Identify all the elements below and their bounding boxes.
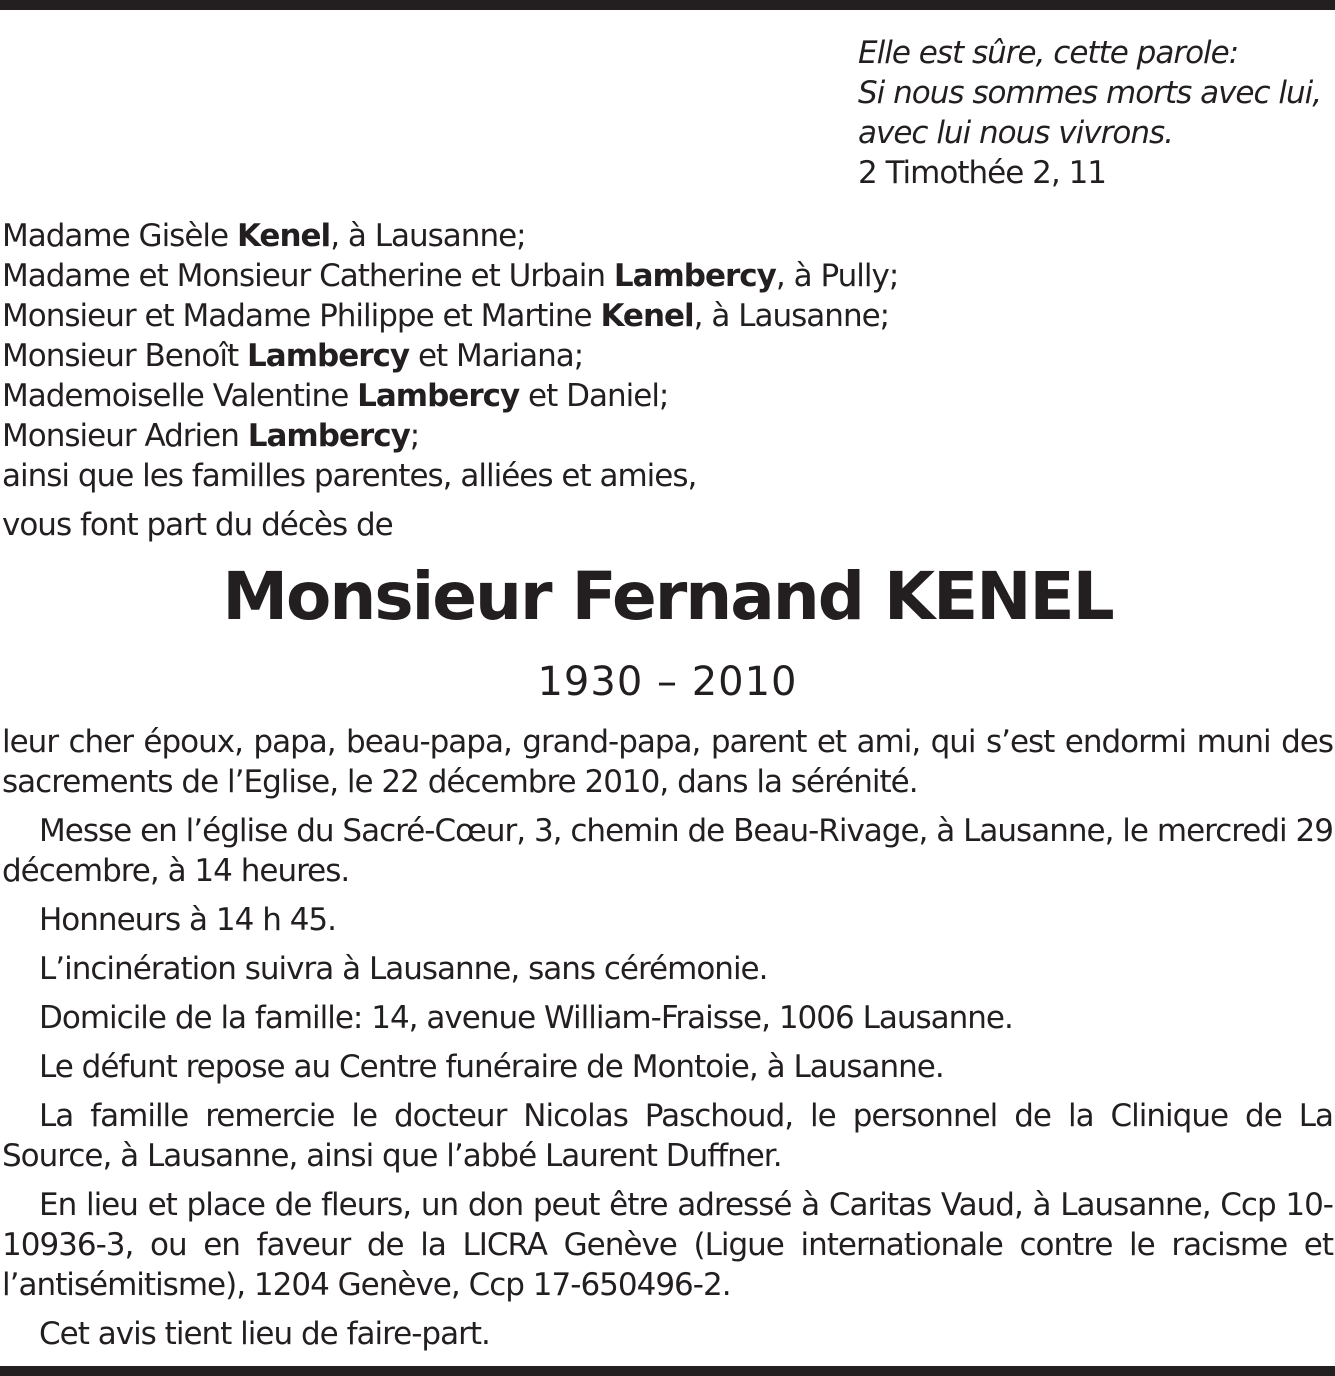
family-member: Monsieur et Madame Philippe et Martine Kenel, à Lausanne; [2, 298, 890, 334]
paragraph: Honneurs à 14 h 45. [39, 902, 336, 938]
paragraph: leur cher époux, papa, beau-papa, grand-papa, parent et ami, qui s’est endormi muni des sacrements de l’Eglise, le 22 décembre 2010, dans la sérénité. [2, 724, 1333, 800]
family-closing: ainsi que les familles parentes, alliées et amies, [2, 458, 697, 494]
paragraph: L’incinération suivra à Lausanne, sans cérémonie. [39, 951, 768, 987]
paragraph: La famille remercie le docteur Nicolas Paschoud, le personnel de la Clinique de La Source, à Lausanne, ainsi que l’abbé Laurent Duffner. [2, 1098, 1333, 1174]
bottom-border [0, 1366, 1335, 1376]
epigraph-line: Si nous sommes morts avec lui, [858, 75, 1322, 111]
family-member: Mademoiselle Valentine Lambercy et Daniel; [2, 378, 669, 414]
epigraph-line: Elle est sûre, cette parole: [858, 35, 1239, 71]
family-member: Madame Gisèle Kenel, à Lausanne; [2, 218, 526, 254]
paragraph: Domicile de la famille: 14, avenue William-Fraisse, 1006 Lausanne. [39, 1000, 1013, 1036]
top-border [0, 0, 1335, 10]
paragraph: Messe en l’église du Sacré-Cœur, 3, chemin de Beau-Rivage, à Lausanne, le mercredi 29 décembre, à 14 heures. [2, 813, 1333, 889]
deceased-name: Monsieur Fernand KENEL [222, 558, 1113, 635]
announcement: vous font part du décès de [2, 507, 393, 543]
paragraph: Le défunt repose au Centre funéraire de Montoie, à Lausanne. [39, 1049, 944, 1085]
family-member: Madame et Monsieur Catherine et Urbain Lambercy, à Pully; [2, 258, 899, 294]
notice-body [2, 722, 1333, 1363]
family-list [2, 216, 898, 545]
paragraph: Cet avis tient lieu de faire-part. [39, 1316, 490, 1352]
paragraph: En lieu et place de fleurs, un don peut être adressé à Caritas Vaud, à Lausanne, Ccp 10-10936-3, ou en faveur de la LICRA Genève (Ligue internationale contre le racisme et l’antisémitisme), 1204 Genève, Ccp 17-650496-2. [2, 1187, 1333, 1303]
epigraph [858, 33, 1321, 193]
epigraph-line: avec lui nous vivrons. [858, 115, 1173, 151]
family-member: Monsieur Adrien Lambercy; [2, 418, 420, 454]
epigraph-reference: 2 Timothée 2, 11 [858, 155, 1107, 191]
life-years: 1930 – 2010 [537, 659, 798, 705]
family-member: Monsieur Benoît Lambercy et Mariana; [2, 338, 584, 374]
